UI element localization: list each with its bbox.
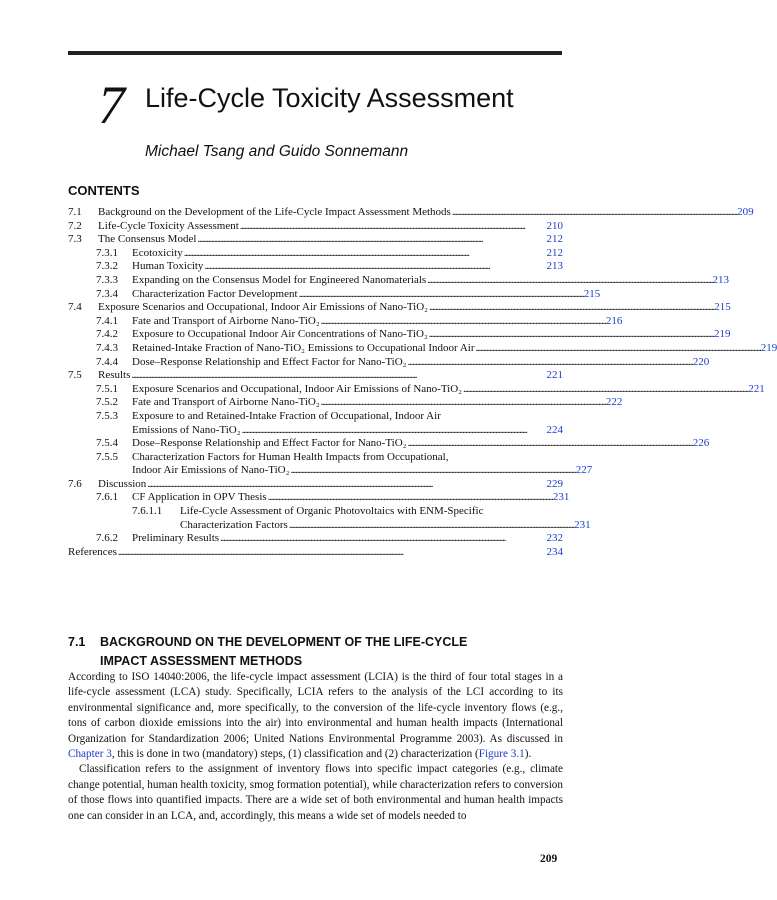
toc-entry[interactable] <box>68 478 563 492</box>
toc-leader-dots <box>408 356 692 370</box>
chapter-title: Life-Cycle Toxicity Assessment <box>145 83 514 113</box>
toc-leader-dots <box>429 301 713 315</box>
toc-page-link[interactable]: 212 <box>546 233 563 246</box>
toc-leader-dots <box>131 369 545 383</box>
toc-entry-title: Background on the Development of the Life-Cycle Impact Assessment Methods <box>98 206 451 218</box>
toc-entry-title: Preliminary Results <box>132 532 220 545</box>
toc-leader-dots <box>242 424 546 438</box>
toc-leader-dots <box>197 233 545 247</box>
toc-entry[interactable] <box>68 341 777 356</box>
toc-entry-number: 7.3.2 <box>96 260 118 273</box>
toc-page-link[interactable]: 231 <box>552 491 570 504</box>
toc-entry-title: Emissions of Nano-TiO₂ <box>132 423 241 436</box>
section-number: 7.1 <box>68 635 86 649</box>
toc-entry-number: 7.3 <box>68 233 82 246</box>
toc-leader-dots <box>289 519 573 533</box>
toc-page-link[interactable]: 213 <box>712 273 729 286</box>
toc-leader-dots <box>220 532 545 546</box>
page-number: 209 <box>540 853 558 865</box>
toc-entry-number: 7.1 <box>68 206 82 218</box>
toc-leader-dots <box>476 342 760 356</box>
chapter-authors: Michael Tsang and Guido Sonnemann <box>145 143 409 160</box>
toc-entry[interactable] <box>68 546 563 560</box>
toc-entry-title: Exposure Scenarios and Occupational, Indoor Air Emissions of Nano-TiO₂ <box>132 382 463 395</box>
toc-entry[interactable] <box>68 301 731 315</box>
toc-entry[interactable] <box>68 355 710 370</box>
toc-entry-title: Ecotoxicity <box>132 246 183 259</box>
toc-entry-title: Characterization Factors <box>180 518 288 531</box>
toc-entry-title: Fate and Transport of Airborne Nano-TiO₂ <box>132 314 320 327</box>
toc-page-link[interactable]: 222 <box>605 396 623 409</box>
toc-entry[interactable] <box>68 328 731 342</box>
toc-entry[interactable] <box>68 491 570 505</box>
toc-entry-title: Exposure to Occupational Indoor Air Concentrations of Nano-TiO₂ <box>132 328 428 341</box>
toc-entry[interactable] <box>68 314 623 329</box>
toc-page-link[interactable]: 219 <box>760 341 777 354</box>
toc-page-link[interactable]: 220 <box>692 355 710 368</box>
toc-entry-number: 7.2 <box>68 219 82 232</box>
section-heading <box>68 633 467 671</box>
toc-entry[interactable] <box>68 505 563 519</box>
toc-entry[interactable] <box>68 532 563 546</box>
toc-leader-dots <box>118 546 546 560</box>
toc-page-link[interactable]: 215 <box>714 301 731 314</box>
toc-entry-number: 7.5.4 <box>96 437 118 450</box>
toc-entry-title: Indoor Air Emissions of Nano-TiO₂ <box>132 464 290 477</box>
toc-page-link[interactable]: 209 <box>737 206 754 218</box>
toc-page-link[interactable]: 212 <box>546 246 563 259</box>
toc-entry-title: Discussion <box>98 477 147 490</box>
toc-leader-dots <box>408 437 692 451</box>
toc-page-link[interactable]: 231 <box>574 518 591 531</box>
toc-entry-title: Exposure Scenarios and Occupational, Indoor Air Emissions of Nano-TiO₂ <box>98 301 429 314</box>
toc-entry-title: Dose–Response Relationship and Effect Factor for Nano-TiO₂ <box>132 437 407 450</box>
toc-entry[interactable] <box>68 233 563 247</box>
toc-entry-number: 7.6.1 <box>96 491 118 504</box>
toc-entry[interactable] <box>68 396 623 410</box>
toc-leader-dots <box>321 315 605 329</box>
toc-entry-title: Exposure to and Retained-Intake Fraction of Occupational, Indoor Air <box>132 409 441 422</box>
toc-leader-dots <box>321 396 605 410</box>
toc-leader-dots <box>204 260 545 274</box>
toc-leader-dots <box>463 383 747 397</box>
chapter-3-link[interactable]: Chapter 3 <box>68 748 112 761</box>
toc-page-link[interactable]: 232 <box>546 532 563 545</box>
toc-entry-title: Retained-Intake Fraction of Nano-TiO₂ Emissions to Occupational Indoor Air <box>132 341 475 354</box>
toc-entry-number: 7.5.2 <box>96 396 118 409</box>
toc-entry[interactable] <box>68 260 563 274</box>
toc-entry-number: 7.5.1 <box>96 382 118 395</box>
toc-entry-title: Fate and Transport of Airborne Nano-TiO₂ <box>132 396 320 409</box>
toc-entry-number: 7.6.2 <box>96 532 118 545</box>
toc-entry-number: 7.4.2 <box>96 328 118 341</box>
toc-entry[interactable] <box>68 273 729 288</box>
toc-page-link[interactable]: 216 <box>605 314 623 327</box>
toc-entry[interactable] <box>68 382 765 397</box>
paragraph: According to ISO 14040:2006, the life-cycle impact assessment (LCIA) is the third of four total stages in a life-cycle assessment (LCA) study. Specifically, LCIA refers to the analysis of the LCI according to its environmental significance and, more specifically, to the conversion of the life-cycle inventory flows (e.g., tons of carbon dioxide emissions into the air) into environmental and human health impacts (International Organization for Standardization 2006; United Nations Environmental Programme 2003). As discussed in Chapter 3, this is done in two (mandatory) steps, (1) classification and (2) characterization (Figure 3.1). <box>68 671 563 761</box>
table-of-contents <box>68 206 777 559</box>
toc-entry[interactable] <box>68 247 563 261</box>
toc-entry-number: 7.5 <box>68 369 82 382</box>
chapter-top-rule <box>68 51 562 55</box>
toc-leader-dots <box>184 247 546 261</box>
toc-leader-dots <box>299 288 583 302</box>
toc-page-link[interactable]: 224 <box>546 423 563 436</box>
toc-entry-number: 7.3.1 <box>96 246 118 259</box>
toc-entry-title: Characterization Factor Development <box>132 287 298 300</box>
toc-page-link[interactable]: 234 <box>546 545 563 558</box>
section-title-line1: BACKGROUND ON THE DEVELOPMENT OF THE LIFE-CYCLE <box>100 635 468 649</box>
toc-leader-dots <box>147 478 545 492</box>
toc-leader-dots <box>452 206 736 220</box>
toc-entry-title: Expanding on the Consensus Model for Engineered Nanomaterials <box>132 273 427 286</box>
toc-entry[interactable] <box>68 287 601 302</box>
toc-entry-number: 7.3.4 <box>96 287 118 300</box>
toc-page-link[interactable]: 226 <box>692 437 710 450</box>
chapter-number: 7 <box>98 75 125 135</box>
figure-3-1-link[interactable]: Figure 3.1 <box>478 748 525 761</box>
toc-entry-number: 7.6 <box>68 477 82 490</box>
toc-leader-dots <box>290 464 574 478</box>
toc-entry-title: Human Toxicity <box>132 260 204 273</box>
paragraph: Classification refers to the assignment of inventory flows into specific impact categories (e.g., climate change potential, human health toxicity, smog formation potential), while characterization refers to conversion of those flows into quantified impacts. There are a wide set of both environmental and human health impacts one can consider in an LCA, and, accordingly, this means a wide set of models needed to <box>68 763 563 822</box>
toc-entry-title: Life-Cycle Toxicity Assessment <box>98 219 239 232</box>
toc-page-link[interactable]: 227 <box>575 464 593 477</box>
toc-entry-number: 7.4.1 <box>96 314 118 327</box>
body-text <box>68 670 563 824</box>
toc-entry[interactable] <box>68 220 563 234</box>
toc-entry-number: 7.4.3 <box>96 341 118 354</box>
toc-entry-number: 7.4 <box>68 301 82 314</box>
toc-entry[interactable] <box>68 410 563 424</box>
toc-entry[interactable] <box>68 437 710 451</box>
toc-leader-dots <box>427 274 711 288</box>
toc-entry-title: The Consensus Model <box>98 233 197 246</box>
toc-entry-title: References <box>68 545 117 558</box>
toc-leader-dots <box>429 328 713 342</box>
toc-entry[interactable] <box>68 464 593 478</box>
toc-entry-number: 7.5.3 <box>96 409 118 422</box>
toc-entry-title: Results <box>98 369 131 382</box>
toc-entry-title: Characterization Factors for Human Health Impacts from Occupational, <box>132 450 449 463</box>
toc-entry-number: 7.5.5 <box>96 450 118 463</box>
toc-entry[interactable] <box>68 518 591 533</box>
toc-entry-title: Life-Cycle Assessment of Organic Photovoltaics with ENM-Specific <box>180 505 484 518</box>
toc-entry[interactable] <box>68 369 563 383</box>
toc-entry-title: CF Application in OPV Thesis <box>132 491 267 504</box>
toc-entry[interactable] <box>68 424 563 438</box>
toc-page-link[interactable]: 213 <box>546 260 563 273</box>
toc-page-link[interactable]: 229 <box>546 477 563 490</box>
toc-page-link[interactable]: 221 <box>748 382 765 395</box>
toc-page-link[interactable]: 210 <box>546 219 563 232</box>
toc-entry-number: 7.4.4 <box>96 355 118 368</box>
toc-entry-number: 7.6.1.1 <box>132 505 163 518</box>
section-title-line2: IMPACT ASSESSMENT METHODS <box>100 654 303 668</box>
toc-page-link[interactable]: 219 <box>714 328 731 341</box>
toc-page-link[interactable]: 215 <box>583 287 601 300</box>
toc-leader-dots <box>268 491 552 505</box>
toc-leader-dots <box>240 220 546 234</box>
contents-heading: CONTENTS <box>68 183 140 198</box>
toc-entry[interactable] <box>68 206 754 220</box>
toc-entry-title: Dose–Response Relationship and Effect Factor for Nano-TiO₂ <box>132 355 407 368</box>
toc-page-link[interactable]: 221 <box>546 369 563 382</box>
toc-entry-number: 7.3.3 <box>96 273 118 286</box>
toc-entry[interactable] <box>68 451 563 465</box>
